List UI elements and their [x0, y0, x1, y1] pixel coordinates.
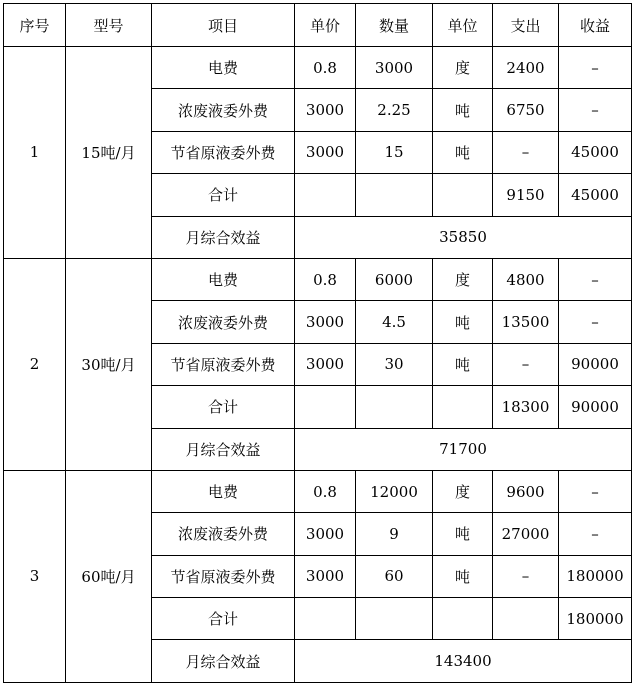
header-unit: 单位 [433, 4, 493, 47]
price-cell: 3000 [295, 555, 356, 597]
table-row [4, 470, 632, 512]
income-cell: – [559, 513, 632, 555]
benefit-table [3, 3, 632, 683]
unit-cell [433, 598, 493, 640]
unit-cell: 吨 [433, 131, 493, 173]
expense-cell: – [493, 555, 559, 597]
income-cell: – [559, 470, 632, 512]
price-cell: 3000 [295, 513, 356, 555]
qty-cell: 9 [356, 513, 433, 555]
header-row [4, 4, 632, 47]
model-cell: 60吨/月 [66, 470, 152, 682]
item-cell: 电费 [152, 470, 295, 512]
benefit-label-cell: 月综合效益 [152, 640, 295, 683]
expense-cell: 9600 [493, 470, 559, 512]
item-cell: 浓废液委外费 [152, 513, 295, 555]
qty-cell: 6000 [356, 258, 433, 300]
item-cell: 电费 [152, 47, 295, 89]
qty-cell: 12000 [356, 470, 433, 512]
price-cell [295, 386, 356, 428]
table-body [4, 47, 632, 683]
item-cell: 浓废液委外费 [152, 89, 295, 131]
expense-cell: 27000 [493, 513, 559, 555]
header-qty: 数量 [356, 4, 433, 47]
qty-cell [356, 174, 433, 216]
index-cell: 2 [4, 258, 66, 470]
expense-cell: 6750 [493, 89, 559, 131]
expense-cell: – [493, 343, 559, 385]
qty-cell: 30 [356, 343, 433, 385]
model-cell: 30吨/月 [66, 258, 152, 470]
expense-cell: 2400 [493, 47, 559, 89]
benefit-value-cell: 71700 [295, 428, 632, 470]
income-cell: – [559, 89, 632, 131]
item-cell: 浓废液委外费 [152, 301, 295, 343]
income-cell: 45000 [559, 131, 632, 173]
expense-cell: 13500 [493, 301, 559, 343]
expense-cell: 4800 [493, 258, 559, 300]
unit-cell [433, 386, 493, 428]
item-cell: 电费 [152, 258, 295, 300]
header-expense: 支出 [493, 4, 559, 47]
income-cell: – [559, 47, 632, 89]
income-cell: 45000 [559, 174, 632, 216]
header-index: 序号 [4, 4, 66, 47]
income-cell: 180000 [559, 598, 632, 640]
header-price: 单价 [295, 4, 356, 47]
price-cell: 3000 [295, 343, 356, 385]
item-cell: 合计 [152, 386, 295, 428]
price-cell: 0.8 [295, 470, 356, 512]
qty-cell: 15 [356, 131, 433, 173]
expense-cell [493, 598, 559, 640]
table-row [4, 258, 632, 300]
unit-cell: 度 [433, 47, 493, 89]
income-cell: – [559, 301, 632, 343]
benefit-value-cell: 143400 [295, 640, 632, 683]
benefit-value-cell: 35850 [295, 216, 632, 258]
price-cell [295, 598, 356, 640]
table-row [4, 47, 632, 89]
unit-cell: 度 [433, 258, 493, 300]
unit-cell: 吨 [433, 89, 493, 131]
qty-cell: 60 [356, 555, 433, 597]
price-cell [295, 174, 356, 216]
index-cell: 1 [4, 47, 66, 259]
income-cell: 90000 [559, 386, 632, 428]
price-cell: 3000 [295, 301, 356, 343]
income-cell: 90000 [559, 343, 632, 385]
expense-cell: 18300 [493, 386, 559, 428]
unit-cell: 度 [433, 470, 493, 512]
unit-cell: 吨 [433, 343, 493, 385]
qty-cell: 2.25 [356, 89, 433, 131]
income-cell: – [559, 258, 632, 300]
benefit-label-cell: 月综合效益 [152, 428, 295, 470]
qty-cell: 3000 [356, 47, 433, 89]
price-cell: 0.8 [295, 258, 356, 300]
unit-cell: 吨 [433, 513, 493, 555]
header-item: 项目 [152, 4, 295, 47]
item-cell: 合计 [152, 598, 295, 640]
expense-cell: 9150 [493, 174, 559, 216]
model-cell: 15吨/月 [66, 47, 152, 259]
index-cell: 3 [4, 470, 66, 682]
item-cell: 节省原液委外费 [152, 343, 295, 385]
expense-cell: – [493, 131, 559, 173]
unit-cell: 吨 [433, 555, 493, 597]
price-cell: 3000 [295, 131, 356, 173]
income-cell: 180000 [559, 555, 632, 597]
header-model: 型号 [66, 4, 152, 47]
qty-cell [356, 386, 433, 428]
header-income: 收益 [559, 4, 632, 47]
price-cell: 3000 [295, 89, 356, 131]
item-cell: 合计 [152, 174, 295, 216]
benefit-label-cell: 月综合效益 [152, 216, 295, 258]
qty-cell: 4.5 [356, 301, 433, 343]
item-cell: 节省原液委外费 [152, 131, 295, 173]
unit-cell [433, 174, 493, 216]
item-cell: 节省原液委外费 [152, 555, 295, 597]
qty-cell [356, 598, 433, 640]
price-cell: 0.8 [295, 47, 356, 89]
unit-cell: 吨 [433, 301, 493, 343]
